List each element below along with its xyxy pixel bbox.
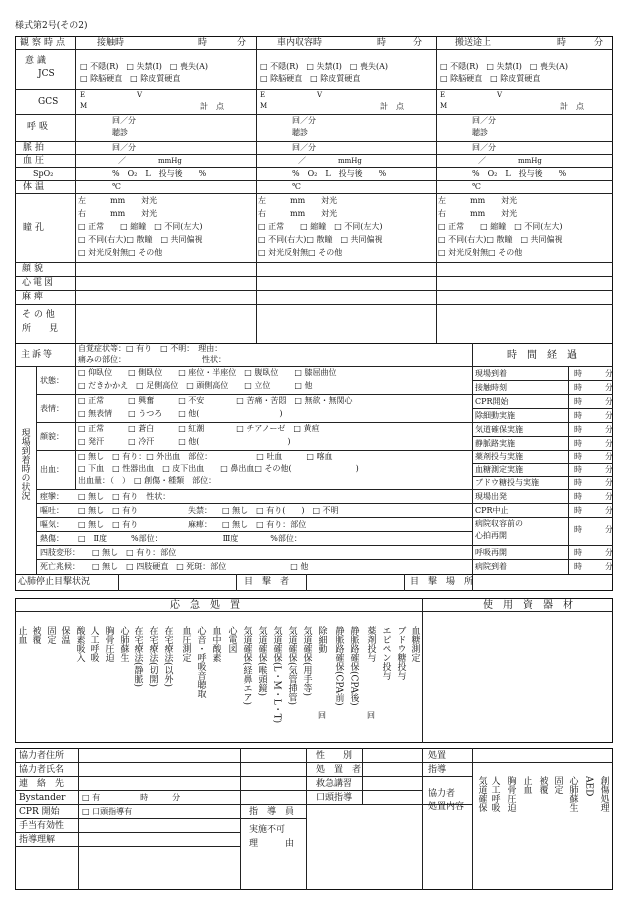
effective-label: 手当有効性	[19, 821, 65, 831]
respiration-label: 呼吸	[27, 122, 52, 132]
col-contact: 接触時	[97, 38, 125, 48]
complaint-label: 主訴等	[21, 350, 55, 360]
temp-label: 体温	[23, 182, 48, 192]
pupil-label: 瞳孔	[23, 223, 48, 233]
ecg-label: 心電図	[22, 278, 56, 288]
helper-address-label: 協力者住所	[19, 751, 65, 761]
cpr-start-label: CPR 開始	[19, 807, 60, 817]
helper-name-label: 協力者氏名	[19, 765, 65, 775]
pulse-label: 脈拍	[23, 143, 48, 153]
observation-label: 観察時点	[20, 38, 69, 48]
equipment-title: 使 用 資 器 材	[483, 600, 573, 611]
bp-label: 血圧	[23, 156, 48, 166]
guidance-label: 指導理解	[19, 835, 56, 845]
spo2-label: SpO₂	[33, 169, 54, 178]
consciousness-label: 意識	[25, 56, 50, 66]
emergency-title: 応 急 処 置	[170, 600, 240, 611]
jcs-options-2b[interactable]: □ 除脳硬直 □ 除皮質硬直	[260, 74, 361, 83]
face-label: 顔貌	[22, 264, 47, 274]
jcs-options-2[interactable]: □ 不隠(R) □ 失禁(I) □ 喪失(A)	[260, 62, 388, 71]
bystander-label: Bystander	[19, 793, 66, 803]
form-number: 様式第2号(その2)	[15, 21, 88, 31]
gcs-label: GCS	[38, 97, 59, 107]
jcs-options-1[interactable]: □ 不隠(R) □ 失禁(I) □ 喪失(A)	[80, 62, 208, 71]
witness-place-label: 目 撃 場 所	[410, 577, 474, 587]
col-in-vehicle: 車内収容時	[277, 38, 323, 48]
arrest-label: 心肺停止目撃状況	[18, 577, 91, 587]
bystander-option[interactable]: □ 有 時 分	[82, 793, 181, 802]
col-transport: 搬送途上	[455, 38, 492, 48]
helper-contact-label: 連 絡 先	[19, 779, 65, 789]
jcs-options-3[interactable]: □ 不隠(R) □ 失禁(I) □ 喪失(A)	[440, 62, 568, 71]
time-course-title: 時 間 経 過	[507, 350, 577, 361]
paralysis-label: 麻痺	[22, 292, 47, 302]
other-label: そ の 他	[22, 310, 55, 320]
witness-label: 目 撃 者	[244, 577, 290, 587]
cpr-oral-option[interactable]: □ 口頭指導有	[82, 807, 133, 816]
jcs-options-1b[interactable]: □ 除脳硬直 □ 除皮質硬直	[80, 74, 181, 83]
scene-side-label: 現場到着時の状況	[19, 428, 30, 500]
jcs-options-3b[interactable]: □ 除脳硬直 □ 除皮質硬直	[440, 74, 541, 83]
